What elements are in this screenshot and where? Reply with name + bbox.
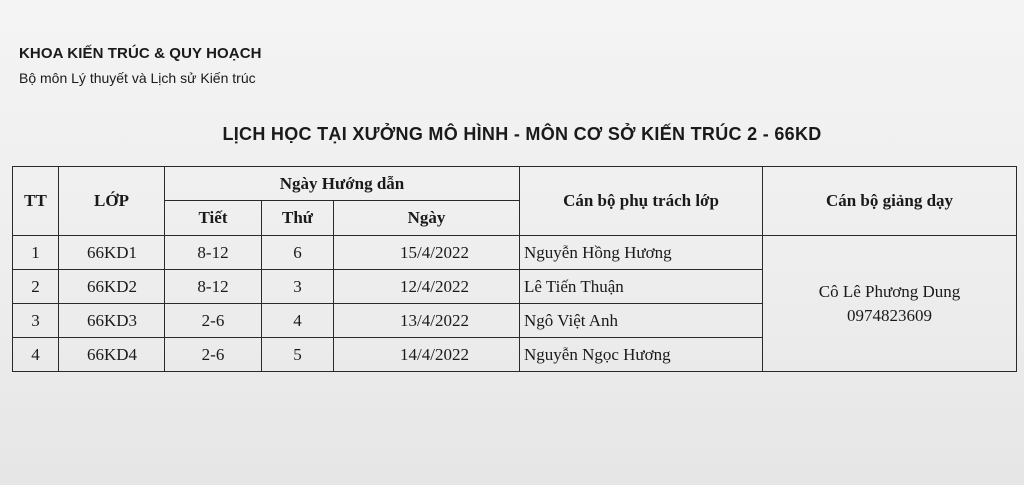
- table-row: [13, 236, 1017, 270]
- cell-thu: 6: [262, 236, 334, 270]
- cell-can-bo: Ngô Việt Anh: [520, 304, 763, 338]
- header-can-bo-phu-trach: Cán bộ phụ trách lớp: [520, 167, 763, 236]
- page-title: LỊCH HỌC TẠI XƯỞNG MÔ HÌNH - MÔN CƠ SỞ KIẾN TRÚC 2 - 66KD: [222, 124, 822, 144]
- header-thu: Thứ: [262, 201, 334, 236]
- cell-thu: 4: [262, 304, 334, 338]
- cell-ngay: 15/4/2022: [334, 236, 520, 270]
- schedule-table: [12, 166, 1017, 372]
- cell-lop: 66KD2: [59, 270, 165, 304]
- cell-lop: 66KD1: [59, 236, 165, 270]
- cell-tiet: 2-6: [165, 304, 262, 338]
- header-lop: LỚP: [59, 167, 165, 236]
- cell-tiet: 8-12: [165, 270, 262, 304]
- instructor-name: Cô Lê Phương Dung: [818, 281, 961, 301]
- faculty-name: KHOA KIẾN TRÚC & QUY HOẠCH: [19, 45, 262, 62]
- cell-ngay: 14/4/2022: [334, 338, 520, 372]
- cell-tt: 3: [13, 304, 59, 338]
- cell-tiet: 8-12: [165, 236, 262, 270]
- header-ngay-huong-dan: Ngày Hướng dẫn: [165, 167, 520, 201]
- header-ngay: Ngày: [334, 201, 520, 236]
- cell-can-bo: Lê Tiến Thuận: [520, 270, 763, 304]
- instructor-phone: 0974823609: [847, 305, 932, 325]
- cell-can-bo: Nguyễn Hồng Hương: [520, 236, 763, 270]
- cell-lop: 66KD3: [59, 304, 165, 338]
- header-tiet: Tiết: [165, 201, 262, 236]
- header-can-bo-giang-day: Cán bộ giảng dạy: [763, 167, 1017, 236]
- cell-can-bo: Nguyễn Ngọc Hương: [520, 338, 763, 372]
- cell-thu: 3: [262, 270, 334, 304]
- cell-ngay: 12/4/2022: [334, 270, 520, 304]
- cell-ngay: 13/4/2022: [334, 304, 520, 338]
- cell-lop: 66KD4: [59, 338, 165, 372]
- cell-tiet: 2-6: [165, 338, 262, 372]
- cell-tt: 2: [13, 270, 59, 304]
- header-row: [13, 167, 1017, 201]
- header-tt: TT: [13, 167, 59, 236]
- cell-thu: 5: [262, 338, 334, 372]
- department-name: Bộ môn Lý thuyết và Lịch sử Kiến trúc: [19, 70, 256, 86]
- cell-tt: 4: [13, 338, 59, 372]
- cell-giang-vien: [763, 236, 1017, 372]
- cell-tt: 1: [13, 236, 59, 270]
